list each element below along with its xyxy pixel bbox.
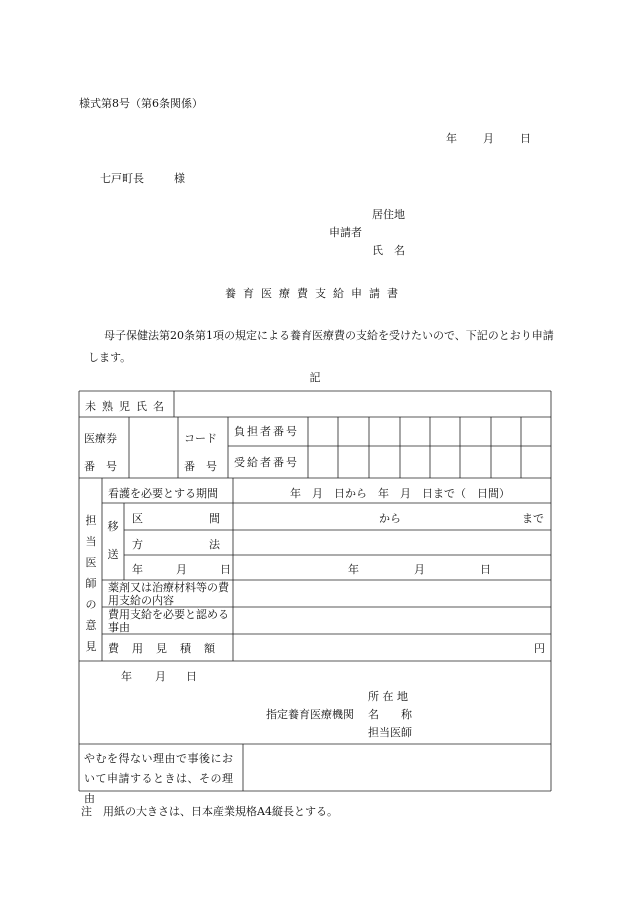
- late-reason-label: やむを得ない理由で事後において申請するときは、その理由: [84, 752, 234, 805]
- transfer-method-label: 方 法: [132, 538, 220, 551]
- reason-field[interactable]: [237, 610, 549, 632]
- doctor-opinion-label: 担当医師の意見: [85, 514, 97, 653]
- location-label: 所 在 地: [368, 690, 408, 703]
- payer-number-label: 負担者番号: [234, 425, 299, 438]
- cost-estimate-label: 費 用 見 積 額: [108, 642, 216, 655]
- form-title: 養育医療費支給申請書: [225, 287, 405, 300]
- code-label-line2: 番 号: [184, 460, 217, 473]
- ticket-label-line1: 医療券: [84, 432, 117, 445]
- code-label-line1: コード: [184, 432, 217, 445]
- date-month: 月: [483, 132, 494, 145]
- nursing-period-value: 年 月 日から 年 月 日まで（ 日間）: [290, 487, 510, 500]
- addressee: [100, 170, 185, 186]
- infant-name-label: 未熟児氏名: [85, 400, 170, 413]
- nursing-period-label: 看護を必要とする期間: [108, 487, 218, 500]
- name-label: 氏 名: [372, 244, 405, 257]
- paper-size-note: 注 用紙の大きさは、日本産業規格A4縦長とする。: [81, 805, 338, 818]
- infant-name-field[interactable]: [179, 394, 549, 415]
- address-label: 居住地: [372, 208, 405, 221]
- section-to: まで: [522, 512, 544, 525]
- yen-unit: 円: [534, 642, 545, 655]
- date-day: 日: [520, 132, 531, 145]
- institution-name-label: 名 称: [368, 708, 412, 721]
- applicant-label: 申請者: [329, 226, 362, 239]
- application-statement: 母子保健法第20条第1項の規定による養育医療費の支給を受けたいので、下記のとおり申請します。: [88, 329, 554, 364]
- institution-label: 指定養育医療機関: [266, 708, 354, 721]
- section-label: 区 間: [132, 512, 220, 525]
- sign-year: 年: [121, 670, 132, 683]
- application-date: [446, 130, 531, 146]
- sign-month: 月: [155, 670, 166, 683]
- ticket-number-field[interactable]: [133, 420, 175, 475]
- sign-day: 日: [186, 670, 197, 683]
- transfer-label: 移送: [107, 520, 119, 561]
- date-year: 年: [446, 132, 457, 145]
- attending-doctor-label: 担当医師: [368, 726, 412, 739]
- ki-marker: 記: [309, 371, 321, 384]
- section-from: から: [379, 512, 401, 525]
- transfer-date-label: 年 月 日: [132, 563, 231, 576]
- drug-content-field[interactable]: [237, 583, 549, 605]
- recipient-number-label: 受給者番号: [234, 456, 299, 469]
- addressee-honorific: 様: [174, 172, 185, 185]
- form-number: 様式第8号（第6条関係）: [79, 97, 203, 110]
- transfer-method-field[interactable]: [237, 533, 549, 553]
- addressee-name: 七戸町長: [100, 172, 144, 185]
- reason-label: 費用支給を必要と認める事由: [108, 608, 229, 634]
- late-reason-field[interactable]: [247, 747, 549, 789]
- drug-content-label: 薬剤又は治療材料等の費用支給の内容: [108, 581, 229, 607]
- ticket-label-line2: 番 号: [84, 460, 117, 473]
- transfer-date-value: 年 月 日: [348, 563, 491, 576]
